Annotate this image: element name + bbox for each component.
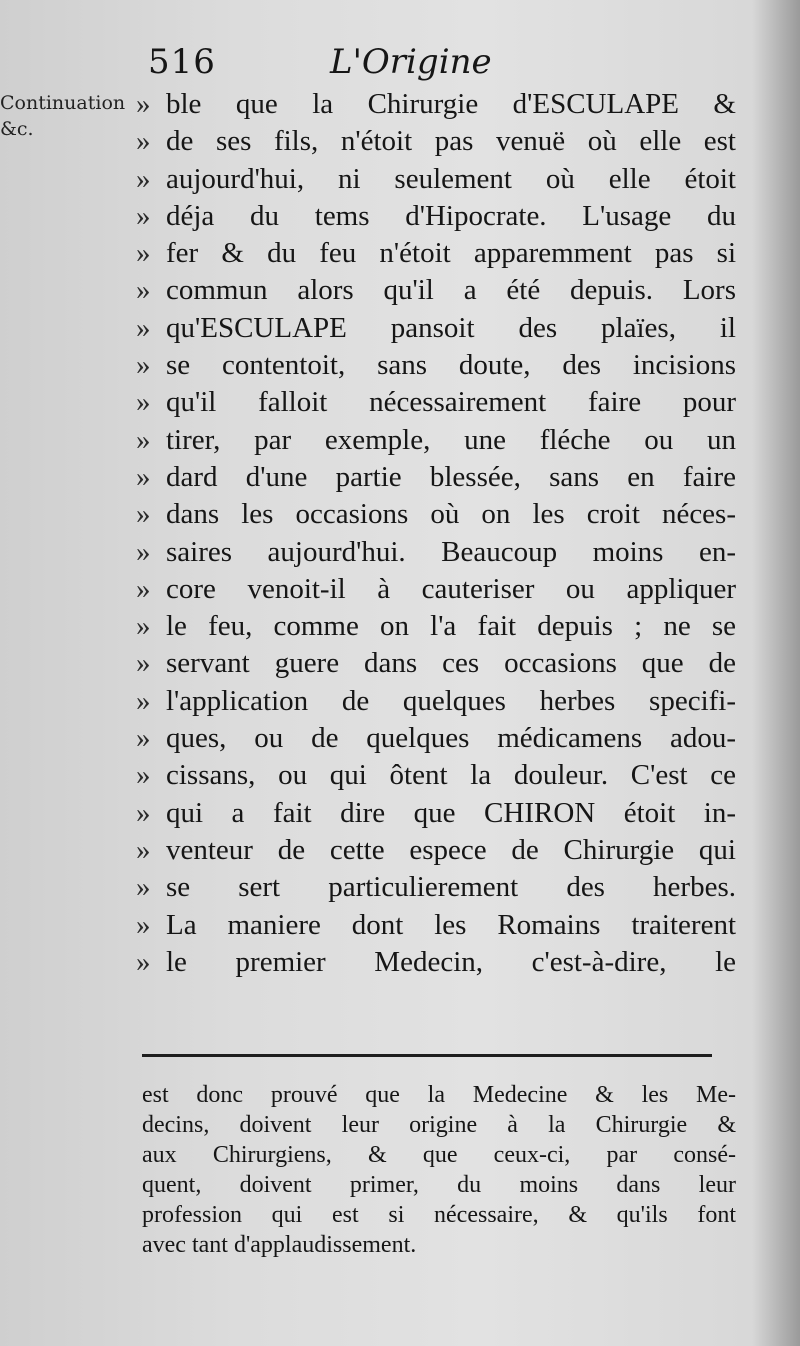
quote-mark: » (136, 199, 151, 232)
line-text: commun alors qu'il a été depuis. Lors (166, 274, 736, 307)
page-header (140, 42, 700, 92)
quote-mark: » (136, 572, 151, 605)
quote-mark: » (136, 237, 151, 270)
text-line (136, 272, 736, 309)
quote-mark: » (136, 833, 151, 866)
quote-mark: » (136, 125, 151, 158)
line-text: ques, ou de quelques médicamens adou- (166, 722, 736, 755)
quote-mark: » (136, 386, 151, 419)
text-line (136, 123, 736, 160)
text-line (136, 198, 736, 235)
footnote-line: profession qui est si nécessaire, & qu'ils font (142, 1202, 736, 1228)
text-line (136, 384, 736, 421)
quote-mark: » (136, 498, 151, 531)
line-text: venteur de cette espece de Chirurgie qui (166, 833, 736, 866)
line-text: dans les occasions où on les croit néces- (166, 498, 736, 531)
line-text: saires aujourd'hui. Beaucoup moins en- (166, 535, 736, 568)
margin-note (0, 90, 140, 142)
quote-mark: » (136, 460, 151, 493)
text-line (136, 496, 736, 533)
quote-mark: » (136, 871, 151, 904)
page-number: 516 (148, 42, 216, 82)
text-line (136, 422, 736, 459)
text-line (136, 645, 736, 682)
line-text: core venoit-il à cauteriser ou appliquer (166, 572, 736, 605)
footnote-rule (142, 1054, 712, 1057)
quote-mark: » (136, 610, 151, 643)
footnote-line: quent, doivent primer, du moins dans leur (142, 1172, 736, 1198)
text-line (136, 869, 736, 906)
text-line (136, 534, 736, 571)
text-line (136, 161, 736, 198)
line-text: le feu, comme on l'a fait depuis ; ne se (166, 610, 736, 643)
line-text: qu'il falloit nécessairement faire pour (166, 386, 736, 419)
text-line (136, 683, 736, 720)
text-line (136, 907, 736, 944)
line-text: fer & du feu n'étoit apparemment pas si (166, 237, 736, 270)
line-text: qui a fait dire que CHIRON étoit in- (166, 796, 736, 829)
footnote-line: est donc prouvé que la Medecine & les Me- (142, 1082, 736, 1108)
text-line (136, 86, 736, 123)
line-text: se contentoit, sans doute, des incisions (166, 349, 736, 382)
line-text: tirer, par exemple, une fléche ou un (166, 423, 736, 456)
line-text: aujourd'hui, ni seulement où elle étoit (166, 162, 736, 195)
footnote-block (142, 1080, 736, 1260)
quote-mark: » (136, 88, 151, 120)
text-line (136, 310, 736, 347)
line-text: déja du tems d'Hipocrate. L'usage du (166, 199, 736, 232)
margin-note-line: &c. (0, 118, 34, 140)
margin-note-line: Continuation (0, 92, 126, 114)
quote-mark: » (136, 423, 151, 456)
footnote-line: aux Chirurgiens, & que ceux-ci, par consé- (142, 1142, 736, 1168)
line-text: dard d'une partie blessée, sans en faire (166, 460, 736, 493)
line-text: servant guere dans ces occasions que de (166, 647, 736, 680)
text-line (136, 235, 736, 272)
line-text: se sert particulierement des herbes. (166, 871, 736, 904)
line-text: de ses fils, n'étoit pas venuë où elle est (166, 125, 736, 158)
text-line (136, 608, 736, 645)
footnote-line: avec tant d'applaudissement. (142, 1232, 417, 1258)
footnote-line: decins, doivent leur origine à la Chirurgie & (142, 1112, 736, 1138)
line-text: le premier Medecin, c'est-à-dire, le (166, 945, 736, 978)
text-line (136, 720, 736, 757)
text-line (136, 795, 736, 832)
quote-mark: » (136, 796, 151, 829)
quote-mark: » (136, 349, 151, 382)
text-line (136, 944, 736, 981)
main-text-block (136, 86, 736, 981)
quote-mark: » (136, 908, 151, 941)
quote-mark: » (136, 647, 151, 680)
quote-mark: » (136, 684, 151, 717)
running-title: L'Origine (330, 42, 492, 82)
quote-mark: » (136, 535, 151, 568)
text-line (136, 757, 736, 794)
text-line (136, 459, 736, 496)
text-line (136, 347, 736, 384)
quote-mark: » (136, 162, 151, 195)
line-text: ble que la Chirurgie d'ESCULAPE & (166, 88, 736, 120)
line-text: cissans, ou qui ôtent la douleur. C'est ce (166, 759, 736, 792)
quote-mark: » (136, 759, 151, 792)
quote-mark: » (136, 274, 151, 307)
text-line (136, 571, 736, 608)
line-text: qu'ESCULAPE pansoit des plaïes, il (166, 311, 736, 344)
quote-mark: » (136, 311, 151, 344)
text-line (136, 832, 736, 869)
quote-mark: » (136, 945, 151, 978)
line-text: La maniere dont les Romains traiterent (166, 908, 736, 941)
line-text: l'application de quelques herbes specifi- (166, 684, 736, 717)
quote-mark: » (136, 722, 151, 755)
